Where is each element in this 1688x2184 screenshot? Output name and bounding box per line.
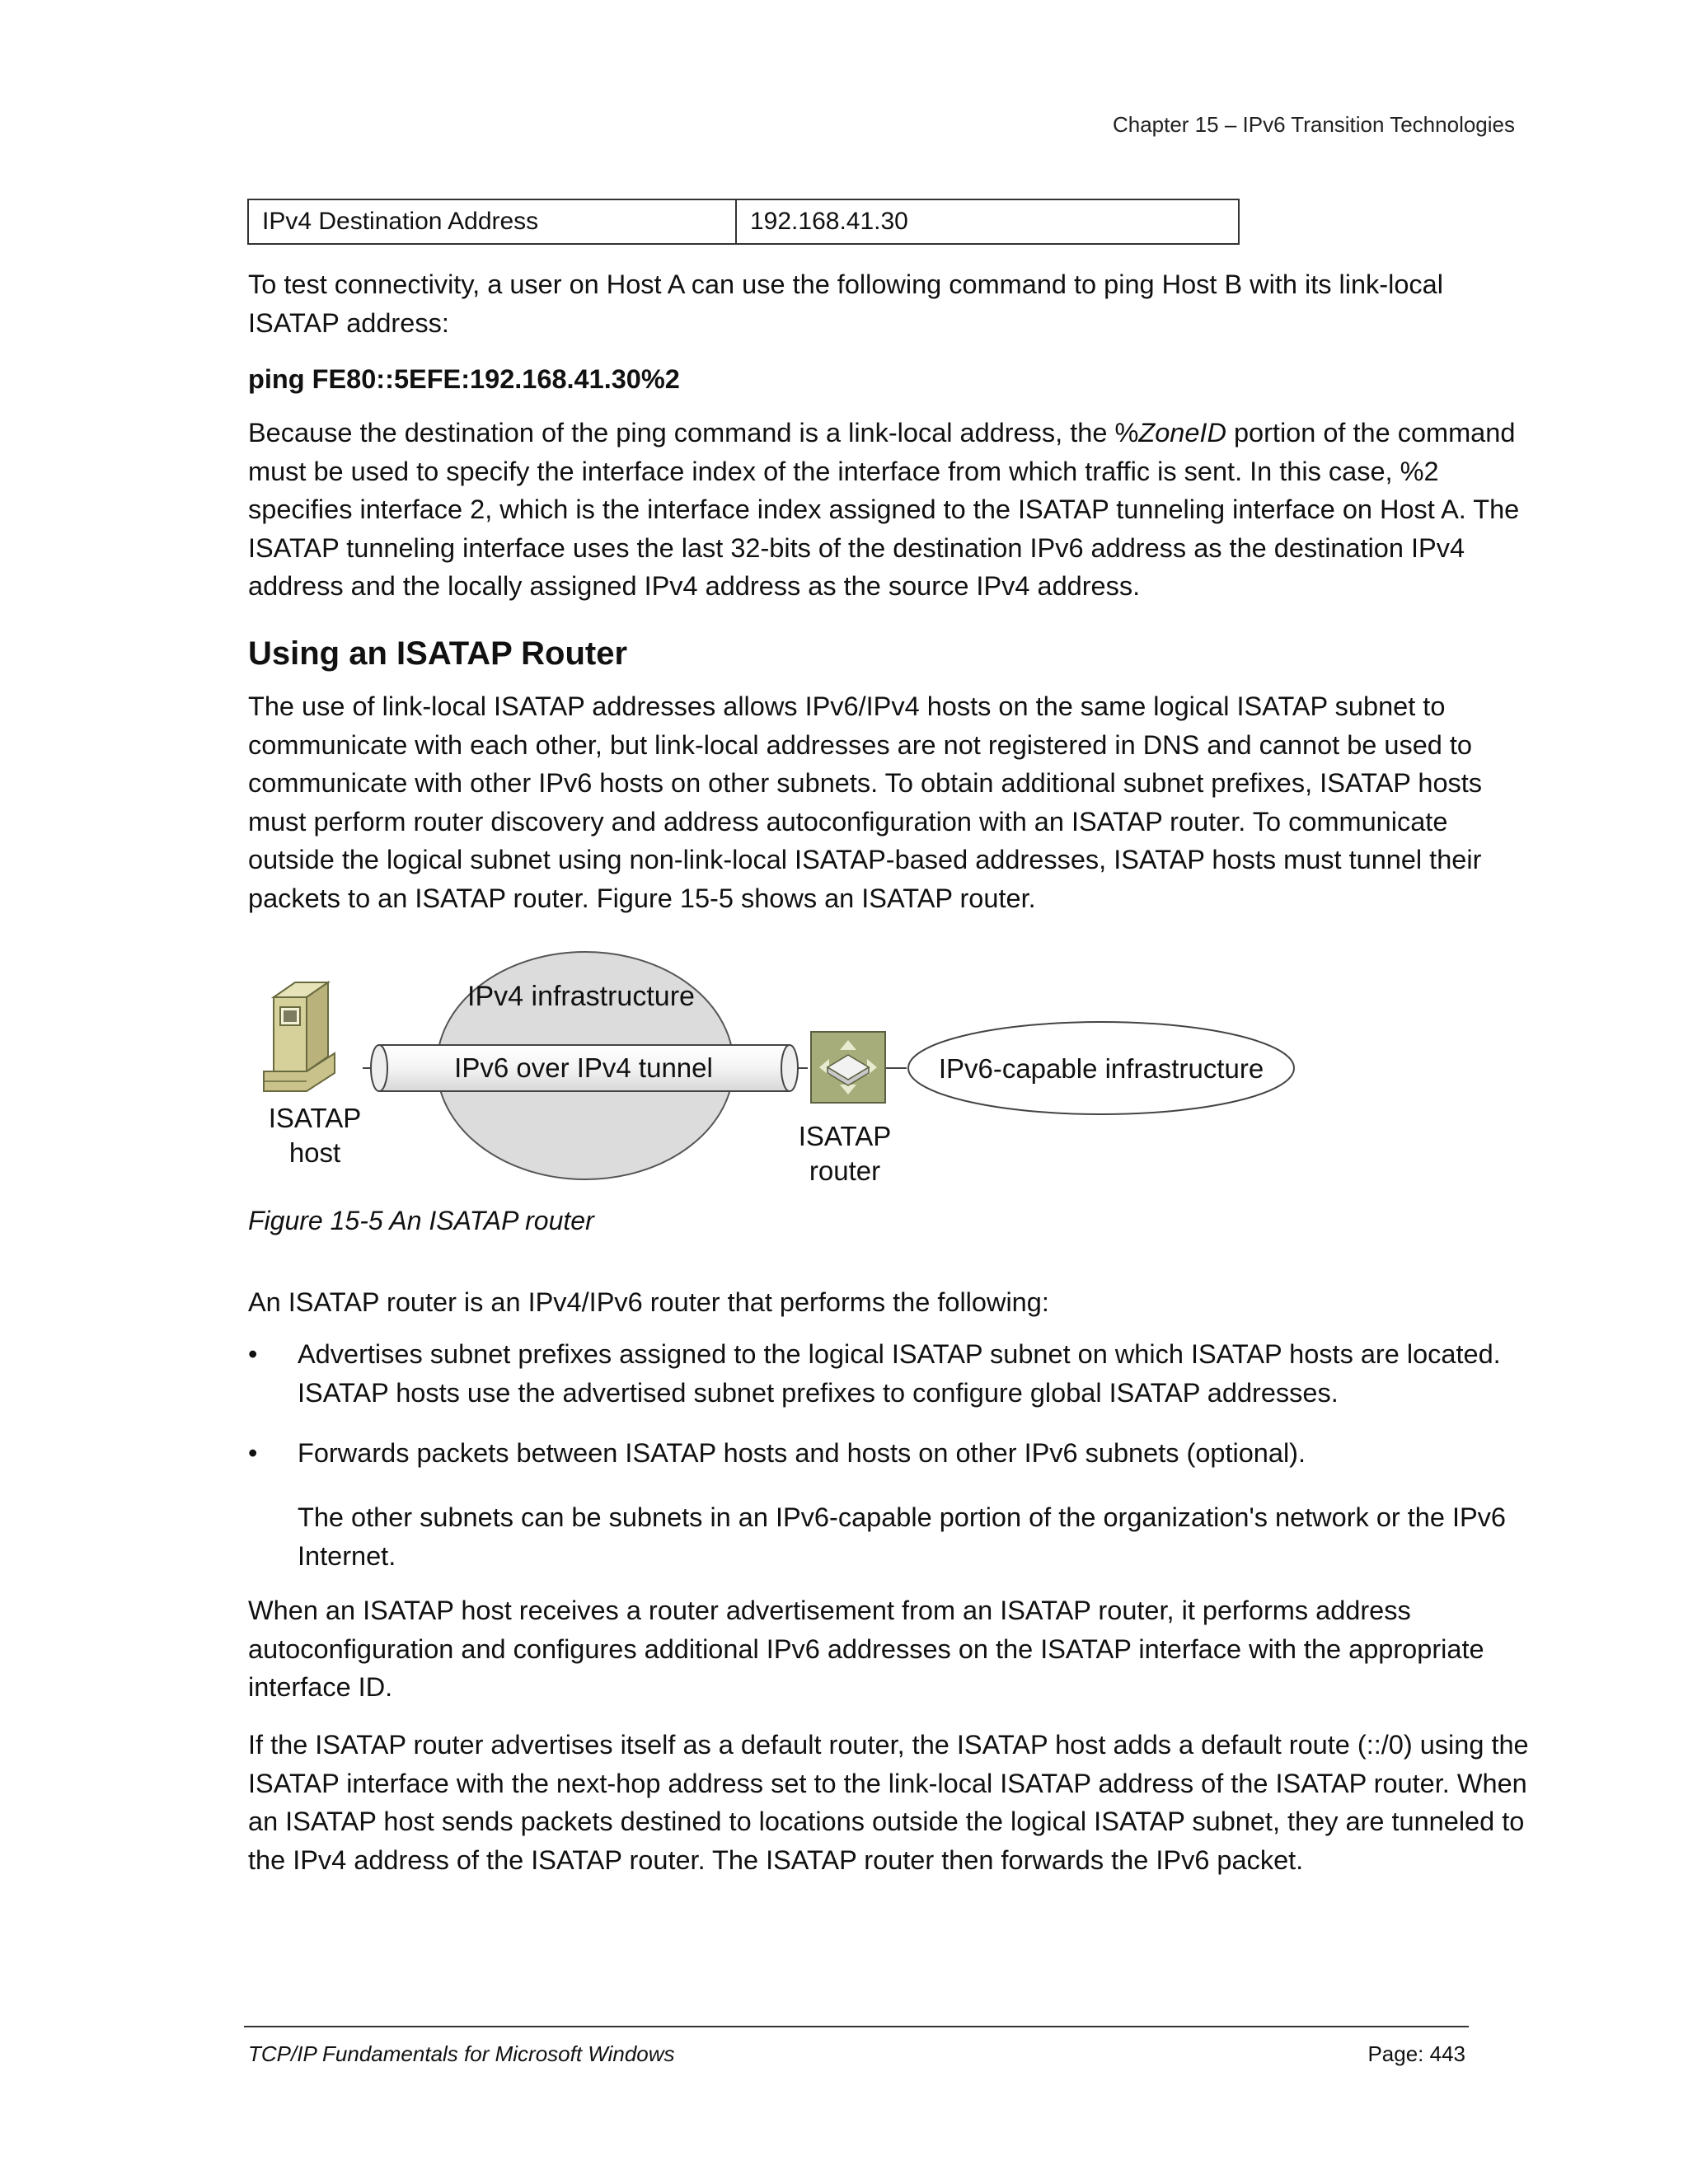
list-item-text: Advertises subnet prefixes assigned to the logical ISATAP subnet on which ISATAP hosts are located. ISATAP hosts use the advertised subnet prefixes to configure global ISATAP addresses. <box>298 1339 1501 1408</box>
paragraph-default-route: If the ISATAP router advertises itself as a default router, the ISATAP host adds a default route (::/0) using the ISATAP interface with the next-hop address set to the link-local ISATAP address of the ISATAP router. When an ISATAP host sends packets destined to locations outside the logical ISATAP subnet, they are tunneled to the IPv4 address of the ISATAP router. The ISATAP router then forwards the IPv6 packet. <box>248 1730 1529 1875</box>
router-icon <box>811 1032 885 1103</box>
paragraph-zoneid <box>248 414 1534 606</box>
bullet-marker: • <box>248 1339 258 1369</box>
paragraph-router-definition: An ISATAP router is an IPv4/IPv6 router that performs the following: <box>248 1287 1049 1317</box>
paragraph-isatap-router-intro: The use of link-local ISATAP addresses allows IPv6/IPv4 hosts on the same logical ISATAP subnet to communicate with each other, but link-local addresses are not registered in DNS and cannot be used to communicate with other IPv6 hosts on other subnets. To obtain additional subnet prefixes, ISATAP hosts must perform router discovery and address autoconfiguration with an ISATAP router. To communicate outside the logical subnet using non-link-local ISATAP-based addresses, ISATAP hosts must tunnel their packets to an ISATAP router. Figure 15-5 shows an ISATAP router. <box>248 691 1483 913</box>
router-functions-list <box>248 1335 1534 1495</box>
section-heading: Using an ISATAP Router <box>248 635 628 672</box>
zoneid-term: ZoneID <box>1138 418 1226 448</box>
footer-divider <box>244 2026 1469 2027</box>
footer-page-number: Page: 443 <box>1367 2041 1465 2066</box>
bullet-note: The other subnets can be subnets in an IPv6-capable portion of the organization's network or the IPv6 Internet. <box>298 1502 1506 1571</box>
address-table <box>247 199 1240 245</box>
tunnel-label: IPv6 over IPv4 tunnel <box>454 1052 713 1083</box>
zoneid-text-start: Because the destination of the ping command is a link-local address, the % <box>248 418 1139 448</box>
ping-command: ping FE80::5EFE:192.168.41.30%2 <box>248 364 680 394</box>
ipv4-infrastructure-label: IPv4 infrastructure <box>467 981 695 1012</box>
paragraph-test-connectivity: To test connectivity, a user on Host A can use the following command to ping Host B with its link-local ISATAP address: <box>248 269 1443 338</box>
host-label-line2: host <box>288 1137 341 1168</box>
ipv6-infrastructure-label: IPv6-capable infrastructure <box>938 1053 1264 1084</box>
bullet-marker: • <box>248 1438 258 1468</box>
paragraph-autoconfiguration: When an ISATAP host receives a router advertisement from an ISATAP router, it performs address autoconfiguration and configures additional IPv6 addresses on the ISATAP interface with the appropriate interface ID. <box>248 1596 1484 1702</box>
isatap-router-figure <box>256 948 1311 1195</box>
running-header: Chapter 15 – IPv6 Transition Technologies <box>1112 112 1515 137</box>
computer-icon <box>264 982 335 1091</box>
list-item <box>248 1335 1534 1412</box>
list-item <box>248 1434 1534 1473</box>
router-label-line2: router <box>809 1155 881 1186</box>
figure-caption: Figure 15-5 An ISATAP router <box>248 1206 594 1235</box>
host-label-line1: ISATAP <box>268 1103 362 1133</box>
table-cell-label: IPv4 Destination Address <box>248 199 736 244</box>
list-item-text: Forwards packets between ISATAP hosts and hosts on other IPv6 subnets (optional). <box>298 1438 1306 1468</box>
table-row <box>248 199 1239 244</box>
zoneid-text-end: portion of the command must be used to specify the interface index of the interface from which traffic is sent. In this case, %2 specifies interface 2, which is the interface index assigned to the ISATAP tunneling interface on Host A. The ISATAP tunneling interface uses the last 32-bits of the destination IPv6 address as the destination IPv4 address and the locally assigned IPv4 address as the source IPv4 address. <box>248 418 1520 601</box>
table-cell-value: 192.168.41.30 <box>736 199 1239 244</box>
footer-book-title: TCP/IP Fundamentals for Microsoft Windows <box>248 2041 675 2066</box>
router-label-line1: ISATAP <box>798 1121 892 1151</box>
